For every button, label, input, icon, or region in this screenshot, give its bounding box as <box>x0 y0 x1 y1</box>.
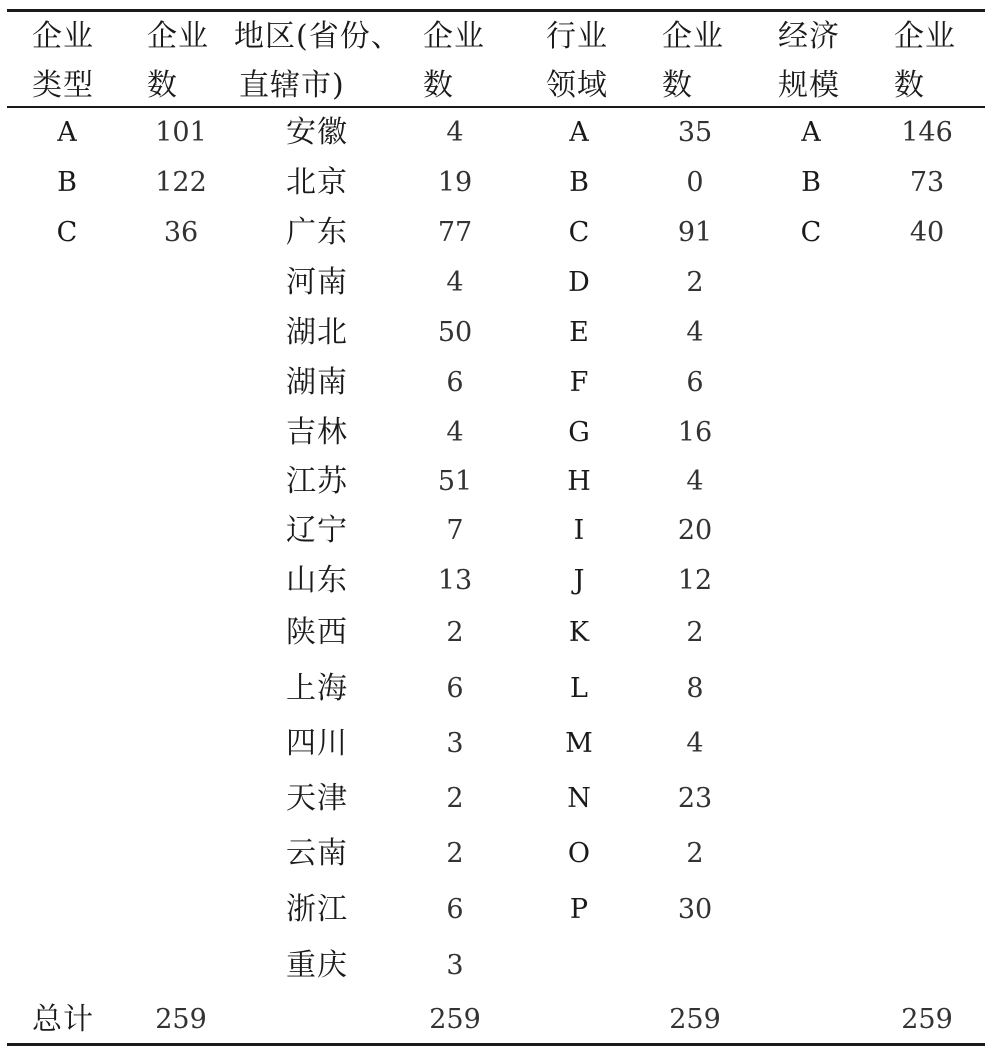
industry-label-cell: A <box>569 117 589 148</box>
type-label-cell: A <box>57 117 77 148</box>
industry-label-cell: G <box>568 417 590 448</box>
header-region-count-line1: 企业 <box>423 19 485 54</box>
region-count-cell: 6 <box>446 673 464 704</box>
total-scale-count: 259 <box>901 1004 953 1035</box>
region-count-cell: 3 <box>446 950 464 981</box>
industry-count-cell: 0 <box>686 167 704 198</box>
type-count-cell: 36 <box>163 217 199 248</box>
industry-label-cell: E <box>569 317 589 348</box>
industry-label-cell: I <box>573 515 585 546</box>
industry-count-cell: 20 <box>677 515 713 546</box>
type-count-cell: 101 <box>155 117 207 148</box>
industry-label-cell: B <box>569 167 589 198</box>
header-scale-line1: 经济 <box>778 19 840 54</box>
scale-count-cell: 40 <box>909 217 945 248</box>
industry-count-cell: 16 <box>677 417 713 448</box>
industry-label-cell: N <box>567 783 591 814</box>
region-label-cell: 辽宁 <box>286 513 348 548</box>
header-scale-count-line2: 数 <box>894 68 925 103</box>
region-count-cell: 7 <box>446 515 464 546</box>
industry-count-cell: 4 <box>686 728 704 759</box>
industry-label-cell: K <box>568 617 590 648</box>
scale-count-cell: 73 <box>909 167 945 198</box>
total-industry-count: 259 <box>669 1004 721 1035</box>
scale-label-cell: C <box>800 217 822 248</box>
header-industry-count-line1: 企业 <box>662 19 724 54</box>
industry-count-cell: 35 <box>677 117 713 148</box>
industry-label-cell: H <box>567 466 591 497</box>
region-count-cell: 77 <box>437 217 473 248</box>
header-type-count-line1: 企业 <box>147 19 209 54</box>
header-type-line1: 企业 <box>32 19 94 54</box>
header-industry-count-line2: 数 <box>662 68 693 103</box>
header-region-count-line2: 数 <box>423 68 454 103</box>
region-label-cell: 北京 <box>286 165 348 200</box>
industry-label-cell: O <box>567 838 591 869</box>
industry-label-cell: F <box>569 367 589 398</box>
header-type-count-line2: 数 <box>147 68 178 103</box>
region-label-cell: 上海 <box>286 671 348 706</box>
region-count-cell: 3 <box>446 728 464 759</box>
total-label: 总计 <box>32 1002 94 1037</box>
industry-count-cell: 2 <box>686 617 704 648</box>
scale-label-cell: B <box>801 167 821 198</box>
region-count-cell: 51 <box>437 466 473 497</box>
region-label-cell: 陕西 <box>286 615 348 650</box>
region-count-cell: 50 <box>437 317 473 348</box>
industry-count-cell: 2 <box>686 267 704 298</box>
region-label-cell: 云南 <box>286 836 348 871</box>
industry-label-cell: L <box>570 673 588 704</box>
header-industry-line2: 领域 <box>546 68 608 103</box>
type-label-cell: B <box>57 167 77 198</box>
industry-count-cell: 91 <box>677 217 713 248</box>
industry-label-cell: M <box>565 728 593 759</box>
total-type-count: 259 <box>155 1004 207 1035</box>
region-count-cell: 2 <box>446 783 464 814</box>
total-region-count: 259 <box>429 1004 481 1035</box>
region-label-cell: 安徽 <box>286 115 348 150</box>
region-count-cell: 4 <box>446 417 464 448</box>
region-label-cell: 重庆 <box>286 948 348 983</box>
industry-label-cell: C <box>568 217 590 248</box>
industry-count-cell: 8 <box>686 673 704 704</box>
region-count-cell: 19 <box>437 167 473 198</box>
header-industry-line1: 行业 <box>546 19 608 54</box>
header-type-line2: 类型 <box>32 68 94 103</box>
type-count-cell: 122 <box>155 167 207 198</box>
industry-count-cell: 4 <box>686 317 704 348</box>
industry-count-cell: 6 <box>686 367 704 398</box>
industry-count-cell: 12 <box>677 565 713 596</box>
region-label-cell: 广东 <box>286 215 348 250</box>
industry-count-cell: 23 <box>677 783 713 814</box>
industry-count-cell: 4 <box>686 466 704 497</box>
region-label-cell: 江苏 <box>286 464 348 499</box>
region-count-cell: 4 <box>446 267 464 298</box>
industry-label-cell: P <box>569 894 589 925</box>
region-count-cell: 6 <box>446 894 464 925</box>
region-label-cell: 山东 <box>286 563 348 598</box>
header-region-line1: 地区(省份、 <box>234 19 402 54</box>
type-label-cell: C <box>56 217 78 248</box>
region-count-cell: 2 <box>446 617 464 648</box>
region-label-cell: 吉林 <box>286 415 348 450</box>
region-count-cell: 6 <box>446 367 464 398</box>
region-label-cell: 湖南 <box>286 365 348 400</box>
region-label-cell: 四川 <box>286 726 348 761</box>
header-region-line2: 直辖市) <box>239 68 345 103</box>
scale-label-cell: A <box>801 117 821 148</box>
industry-label-cell: J <box>573 565 585 596</box>
region-label-cell: 浙江 <box>286 892 348 927</box>
region-label-cell: 天津 <box>286 781 348 816</box>
region-count-cell: 2 <box>446 838 464 869</box>
region-label-cell: 河南 <box>286 265 348 300</box>
industry-count-cell: 30 <box>677 894 713 925</box>
region-count-cell: 13 <box>437 565 473 596</box>
region-count-cell: 4 <box>446 117 464 148</box>
header-scale-count-line1: 企业 <box>894 19 956 54</box>
industry-count-cell: 2 <box>686 838 704 869</box>
scale-count-cell: 146 <box>901 117 953 148</box>
industry-label-cell: D <box>568 267 590 298</box>
header-scale-line2: 规模 <box>778 68 840 103</box>
region-label-cell: 湖北 <box>286 315 348 350</box>
